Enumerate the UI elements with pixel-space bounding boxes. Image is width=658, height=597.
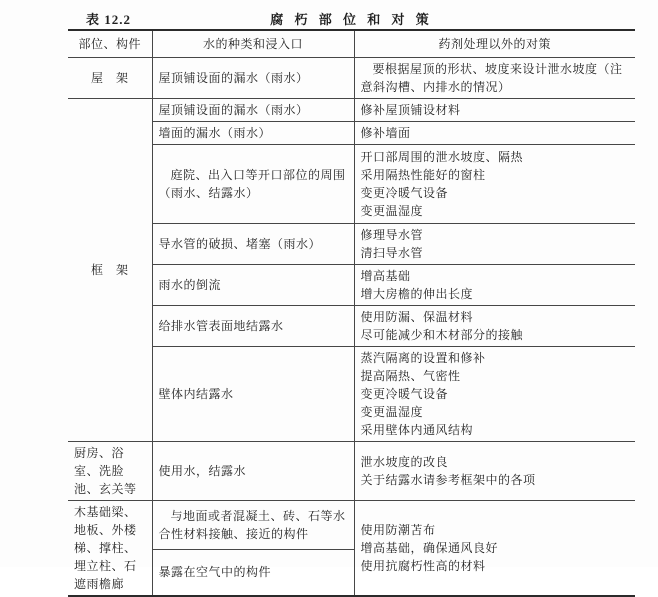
header-measures: 药剂处理以外的对策 (354, 30, 635, 58)
part-frame: 框 架 (68, 99, 152, 442)
inlet-cell: 墙面的漏水（雨水） (152, 122, 354, 145)
table-row (68, 265, 635, 306)
measures-cell: 增高基础 增大房檐的伸出长度 (354, 265, 635, 306)
measures-cell: 使用防漏、保温材料 尽可能减少和木材部分的接触 (354, 306, 635, 347)
part-kitchen-bath: 厨房、浴室、洗脸池、玄关等 (68, 442, 152, 501)
decay-table (68, 29, 635, 597)
inlet-cell: 庭院、出入口等开口部位的周围（雨水、结露水） (152, 145, 354, 224)
table-row (68, 58, 635, 99)
inlet-cell: 屋顶铺设面的漏水（雨水） (152, 99, 354, 122)
table-row (68, 442, 635, 501)
measures-cell: 要根据屋顶的形状、坡度来设计泄水坡度（注意斜沟槽、内排水的情况） (354, 58, 635, 99)
part-roof-frame: 屋 架 (68, 58, 152, 99)
table-row (68, 306, 635, 347)
table-row (68, 347, 635, 442)
header-row (68, 30, 635, 58)
inlet-cell: 给排水管表面地结露水 (152, 306, 354, 347)
header-part: 部位、构件 (68, 30, 152, 58)
table-row (68, 145, 635, 224)
inlet-cell: 屋顶铺设面的漏水（雨水） (152, 58, 354, 99)
inlet-cell: 壁体内结露水 (152, 347, 354, 442)
inlet-cell: 雨水的倒流 (152, 265, 354, 306)
part-wood-foundation: 木基础梁、地板、外楼梯、撑柱、埋立柱、石遮雨檐廊 (68, 501, 152, 597)
inlet-cell: 暴露在空气中的构件 (152, 549, 354, 596)
table-row (68, 501, 635, 550)
decay-table-block (68, 7, 635, 597)
inlet-cell: 导水管的破损、堵塞（雨水） (152, 224, 354, 265)
measures-cell: 修补墙面 (354, 122, 635, 145)
measures-cell: 泄水坡度的改良 关于结露水请参考框架中的各项 (354, 442, 635, 501)
table-caption (68, 7, 635, 29)
header-water: 水的种类和浸入口 (152, 30, 354, 58)
measures-cell: 使用防潮苫布 增高基础，确保通风良好 使用抗腐朽性高的材料 (354, 501, 635, 597)
table-row (68, 99, 635, 122)
table-title: 腐 朽 部 位 和 对 策 (270, 12, 433, 27)
table-row (68, 224, 635, 265)
measures-cell: 修理导水管 清扫导水管 (354, 224, 635, 265)
measures-cell: 蒸汽隔离的设置和修补 提高隔热、气密性 变更冷暖气设备 变更温湿度 采用壁体内通风结构 (354, 347, 635, 442)
table-row (68, 122, 635, 145)
inlet-cell: 与地面或者混凝土、砖、石等水合性材料接触、接近的构件 (152, 501, 354, 550)
table-number: 表 12.2 (86, 12, 132, 27)
measures-cell: 开口部周围的泄水坡度、隔热 采用隔热性能好的窗柱 变更冷暖气设备 变更温湿度 (354, 145, 635, 224)
measures-cell: 修补屋顶铺设材料 (354, 99, 635, 122)
inlet-cell: 使用水，结露水 (152, 442, 354, 501)
